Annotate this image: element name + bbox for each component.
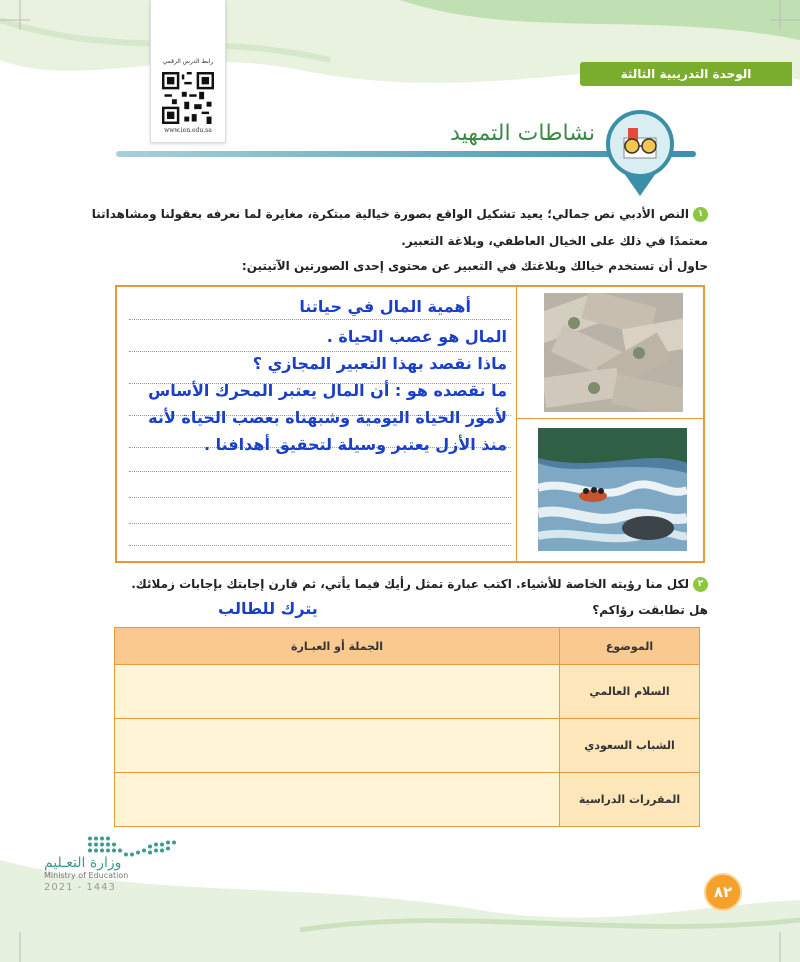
writing-line	[129, 319, 511, 320]
image-divider	[517, 418, 703, 419]
topic-cell: المقررات الدراسية	[560, 773, 700, 827]
ministry-year: 2021 - 1443	[44, 882, 116, 893]
image-expression-box	[115, 285, 705, 563]
writing-line	[129, 471, 511, 472]
header-topic: الموضوع	[560, 628, 700, 665]
teacher-note: يترك للطالب	[218, 599, 318, 618]
images-column	[516, 287, 703, 561]
writing-line	[129, 351, 511, 352]
qr-code-icon[interactable]	[161, 72, 215, 124]
q1-line-2: معتمدًا في ذلك على الخيال العاطفي، وبلاغة التعبير.	[401, 234, 708, 248]
answer-line-2: المال هو عصب الحياة .	[326, 327, 507, 346]
q2-number: ٢	[693, 577, 708, 592]
table-header-row	[115, 628, 700, 665]
topic-cell: الشباب السعودي	[560, 719, 700, 773]
page-number: ٨٢	[704, 873, 742, 911]
writing-line	[129, 523, 511, 524]
answer-line-4: ما نقصده هو : أن المال يعتبر المحرك الأساس	[148, 381, 507, 400]
q1-number: ١	[693, 207, 708, 222]
qr-card[interactable]	[150, 0, 226, 143]
answer-line-3: ماذا نقصد بهذا التعبير المجازي ؟	[252, 354, 507, 373]
q2-line-2: هل تطابقت رؤاكم؟	[592, 603, 708, 617]
ministry-name-en: Ministry of Education	[44, 871, 129, 880]
header-phrase: الجملة أو العبـارة	[115, 628, 560, 665]
qr-label: رابط الدرس الرقمي	[162, 58, 214, 65]
qr-url[interactable]: www.ien.edu.sa	[164, 127, 212, 134]
rafting-image	[538, 428, 687, 551]
answer-line-5: لأمور الحياة اليومية وشبهناه بعصب الحياة لأنه	[148, 408, 507, 427]
q2-line-1: ٢لكل منا رؤيته الخاصة للأشياء. اكتب عبارة تمثل رأيك فيما يأتي، ثم قارن إجابتك بإجابات زملائك.	[131, 577, 708, 592]
money-image	[544, 293, 683, 412]
phrase-cell[interactable]	[115, 719, 560, 773]
topic-cell: السلام العالمي	[560, 665, 700, 719]
table-row	[115, 665, 700, 719]
section-title: نشاطات التمهيد	[450, 121, 595, 146]
table-row	[115, 773, 700, 827]
answer-line-1: أهمية المال في حياتنا	[299, 297, 471, 316]
q1-line-3: حاول أن تستخدم خيالك وبلاغتك في التعبير عن محتوى إحدى الصورتين الآتيتين:	[241, 259, 708, 273]
phrase-cell[interactable]	[115, 665, 560, 719]
writing-line	[129, 497, 511, 498]
glasses-book-icon	[604, 108, 676, 198]
table-row	[115, 719, 700, 773]
q1-line-1: ١النص الأدبي نص جمالي؛ يعيد تشكيل الواقع بصورة خيالية مبتكرة، مغايرة لما نعرفه بعقولنا ومشاهداتنا	[92, 207, 708, 222]
answer-line-6: منذ الأزل يعتبر وسيلة لتحقيق أهدافنا .	[203, 435, 507, 454]
ministry-name-ar: وزارة التعـليم	[44, 855, 122, 871]
topics-table	[114, 627, 700, 827]
unit-banner: الوحدة التدريبية الثالثة	[580, 62, 792, 86]
writing-line	[129, 545, 511, 546]
